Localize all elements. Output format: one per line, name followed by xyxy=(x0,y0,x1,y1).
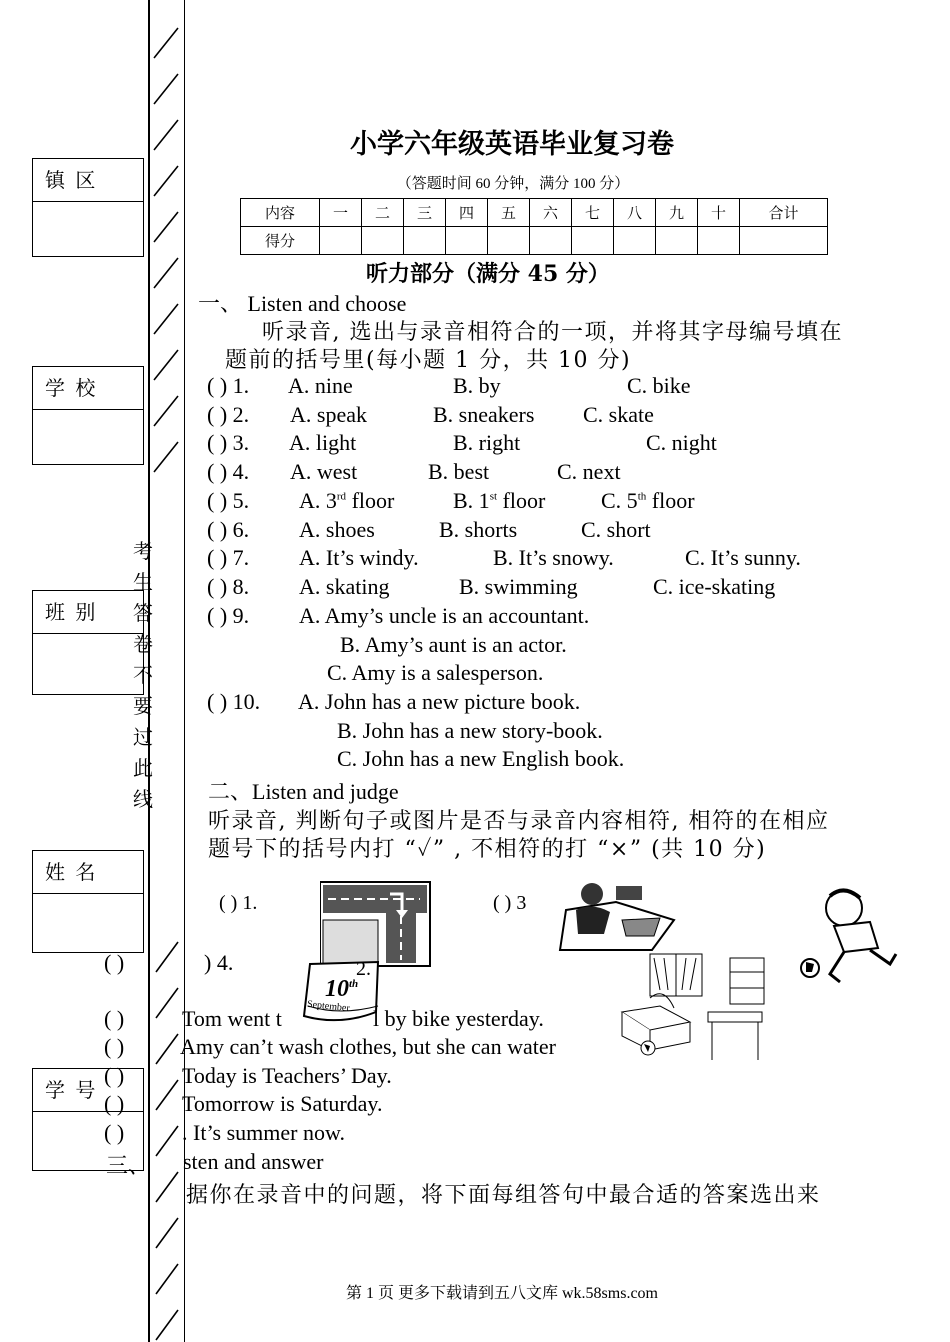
part3-number: 三、 xyxy=(106,1153,151,1178)
question-3-number: ( ) 3. xyxy=(207,430,250,455)
part1-instruction-line2: 题前的括号里(每小题 1 分，共 10 分) xyxy=(225,348,632,373)
road-map-image xyxy=(320,880,432,968)
question-5-number: ( ) 5. xyxy=(207,488,250,513)
gutter-slash xyxy=(156,942,178,972)
picture-question-4: ) 4. xyxy=(204,950,234,975)
sentence-bracket-3: ( ) xyxy=(104,1063,125,1088)
question-6-number: ( ) 6. xyxy=(207,517,250,542)
picture-question-1: ( ) 1. xyxy=(219,892,258,914)
page-title: 小学六年级英语毕业复习卷 xyxy=(350,129,674,160)
question-3-option-c: C. night xyxy=(646,430,717,455)
question-5-option-c: C. 5th floor xyxy=(601,488,695,513)
boy-playing-football-image xyxy=(800,882,900,996)
part2-instruction-line2: 题号下的括号内打 “✓” , 不相符的打 “×” (共 10 分) xyxy=(208,837,767,862)
question-2-number: ( ) 2. xyxy=(207,402,250,427)
part1-heading: 一、 Listen and choose xyxy=(198,291,407,316)
question-4-option-b: B. best xyxy=(428,459,490,484)
name-field[interactable] xyxy=(33,894,143,952)
question-7-option-b: B. It’s snowy. xyxy=(493,545,614,570)
question-9-option-b: B. Amy’s aunt is an actor. xyxy=(340,632,567,657)
gutter-slash xyxy=(154,350,178,380)
sentence-bracket-4: ( ) xyxy=(104,1091,125,1116)
gutter-slash xyxy=(154,396,178,426)
part2-instruction-line1: 听录音, 判断句子或图片是否与录音内容相符, 相符的在相应 xyxy=(208,809,830,834)
gutter-slash xyxy=(154,258,178,288)
bedroom-image xyxy=(620,950,770,1068)
sentence-4: Tomorrow is Saturday. xyxy=(182,1091,383,1116)
question-5-option-b: B. 1st floor xyxy=(453,488,546,513)
question-10-option-a: A. John has a new picture book. xyxy=(298,689,581,714)
school-box xyxy=(32,366,144,465)
question-5-option-a: A. 3rd floor xyxy=(299,488,395,513)
gutter-slash xyxy=(154,212,178,242)
question-4-number: ( ) 4. xyxy=(207,459,250,484)
district-field[interactable] xyxy=(33,202,143,256)
question-10-option-c: C. John has a new English book. xyxy=(337,746,625,771)
sentence-1-visible-end: l by bike yesterday. xyxy=(373,1006,544,1031)
part3-instruction: 据你在录音中的问题，将下面每组答句中最合适的答案选出来 xyxy=(186,1183,821,1208)
sentence-2: Amy can’t wash clothes, but she can water xyxy=(180,1034,556,1059)
question-10-option-b: B. John has a new story-book. xyxy=(337,718,603,743)
office-worker-image xyxy=(556,880,676,952)
sentence-bracket-1: ( ) xyxy=(104,1006,125,1031)
question-1-number: ( ) 1. xyxy=(207,373,250,398)
gutter-slash xyxy=(156,1126,178,1156)
name-box xyxy=(32,850,144,953)
school-label: 学 校 xyxy=(33,367,143,410)
picture-question-2-number: 2. xyxy=(356,958,371,980)
part3-heading: sten and answer xyxy=(183,1149,324,1174)
class-label: 班 别 xyxy=(33,591,143,634)
part1-instruction-line1: 听录音, 选出与录音相符合的一项，并将其字母编号填在 xyxy=(262,320,843,345)
name-label: 姓 名 xyxy=(33,851,143,894)
sentence-bracket-2: ( ) xyxy=(104,1034,125,1059)
question-8-option-c: C. ice-skating xyxy=(653,574,776,599)
seal-line-text: 考 生 答 卷 不 要 过 此 线 xyxy=(133,539,153,811)
question-2-option-a: A. speak xyxy=(290,402,367,427)
sentence-3: Today is Teachers’ Day. xyxy=(182,1063,392,1088)
question-9-option-a: A. Amy’s uncle is an accountant. xyxy=(299,603,590,628)
question-8-option-b: B. swimming xyxy=(459,574,578,599)
calendar-day: 10th xyxy=(325,976,359,1002)
question-6-option-a: A. shoes xyxy=(299,517,375,542)
score-table xyxy=(240,198,828,255)
question-7-option-a: A. It’s windy. xyxy=(299,545,419,570)
question-3-option-a: A. light xyxy=(289,430,357,455)
listening-section-header: 听力部分（满分 45 分） xyxy=(366,261,610,287)
question-7-number: ( ) 7. xyxy=(207,545,250,570)
gutter-slash xyxy=(156,1172,178,1202)
question-9-number: ( ) 9. xyxy=(207,603,250,628)
school-field[interactable] xyxy=(33,410,143,464)
question-1-option-c: C. bike xyxy=(627,373,691,398)
picture-question-3: ( ) 3 xyxy=(493,892,527,914)
gutter-slash xyxy=(154,442,178,472)
score-table-header-row: 内容 一 二 三 四 五 六 七 八 九 十 合计 xyxy=(241,199,828,227)
question-3-option-b: B. right xyxy=(453,430,521,455)
question-1-option-b: B. by xyxy=(453,373,501,398)
question-4-option-c: C. next xyxy=(557,459,621,484)
question-7-option-c: C. It’s sunny. xyxy=(685,545,801,570)
page-footer: 第 1 页 更多下载请到五八文库 wk.58sms.com xyxy=(345,1285,658,1302)
gutter-slash xyxy=(154,74,178,104)
question-2-option-b: B. sneakers xyxy=(433,402,535,427)
gutter-slash xyxy=(154,28,178,58)
question-8-option-a: A. skating xyxy=(299,574,390,599)
question-2-option-c: C. skate xyxy=(583,402,654,427)
question-9-option-c: C. Amy is a salesperson. xyxy=(327,660,544,685)
part2-heading: 二、Listen and judge xyxy=(208,779,399,804)
sentence-1-visible-start: Tom went t xyxy=(182,1006,282,1031)
sentence-bracket-5: ( ) xyxy=(104,1120,125,1145)
student-number-label: 学 号 xyxy=(33,1069,143,1112)
sentence-5: . It’s summer now. xyxy=(182,1120,345,1145)
score-table-score-row: 得分 xyxy=(241,227,828,255)
gutter-slash xyxy=(156,988,178,1018)
question-8-number: ( ) 8. xyxy=(207,574,250,599)
district-label: 镇 区 xyxy=(33,159,143,202)
gutter-slash xyxy=(154,304,178,334)
calendar-month: September xyxy=(306,998,351,1015)
class-box xyxy=(32,590,144,695)
class-field[interactable] xyxy=(33,634,143,694)
page-subtitle: （答题时间 60 分钟，满分 100 分） xyxy=(396,176,630,192)
question-1-option-a: A. nine xyxy=(288,373,353,398)
gutter-slash xyxy=(156,1310,178,1340)
gutter-slash xyxy=(156,1080,178,1110)
gutter-slash xyxy=(156,1218,178,1248)
gutter-slash xyxy=(156,1034,178,1064)
question-10-number: ( ) 10. xyxy=(207,689,261,714)
sentence-bracket-0: ( ) xyxy=(104,950,125,975)
question-6-option-c: C. short xyxy=(581,517,651,542)
question-6-option-b: B. shorts xyxy=(439,517,518,542)
question-4-option-a: A. west xyxy=(290,459,358,484)
